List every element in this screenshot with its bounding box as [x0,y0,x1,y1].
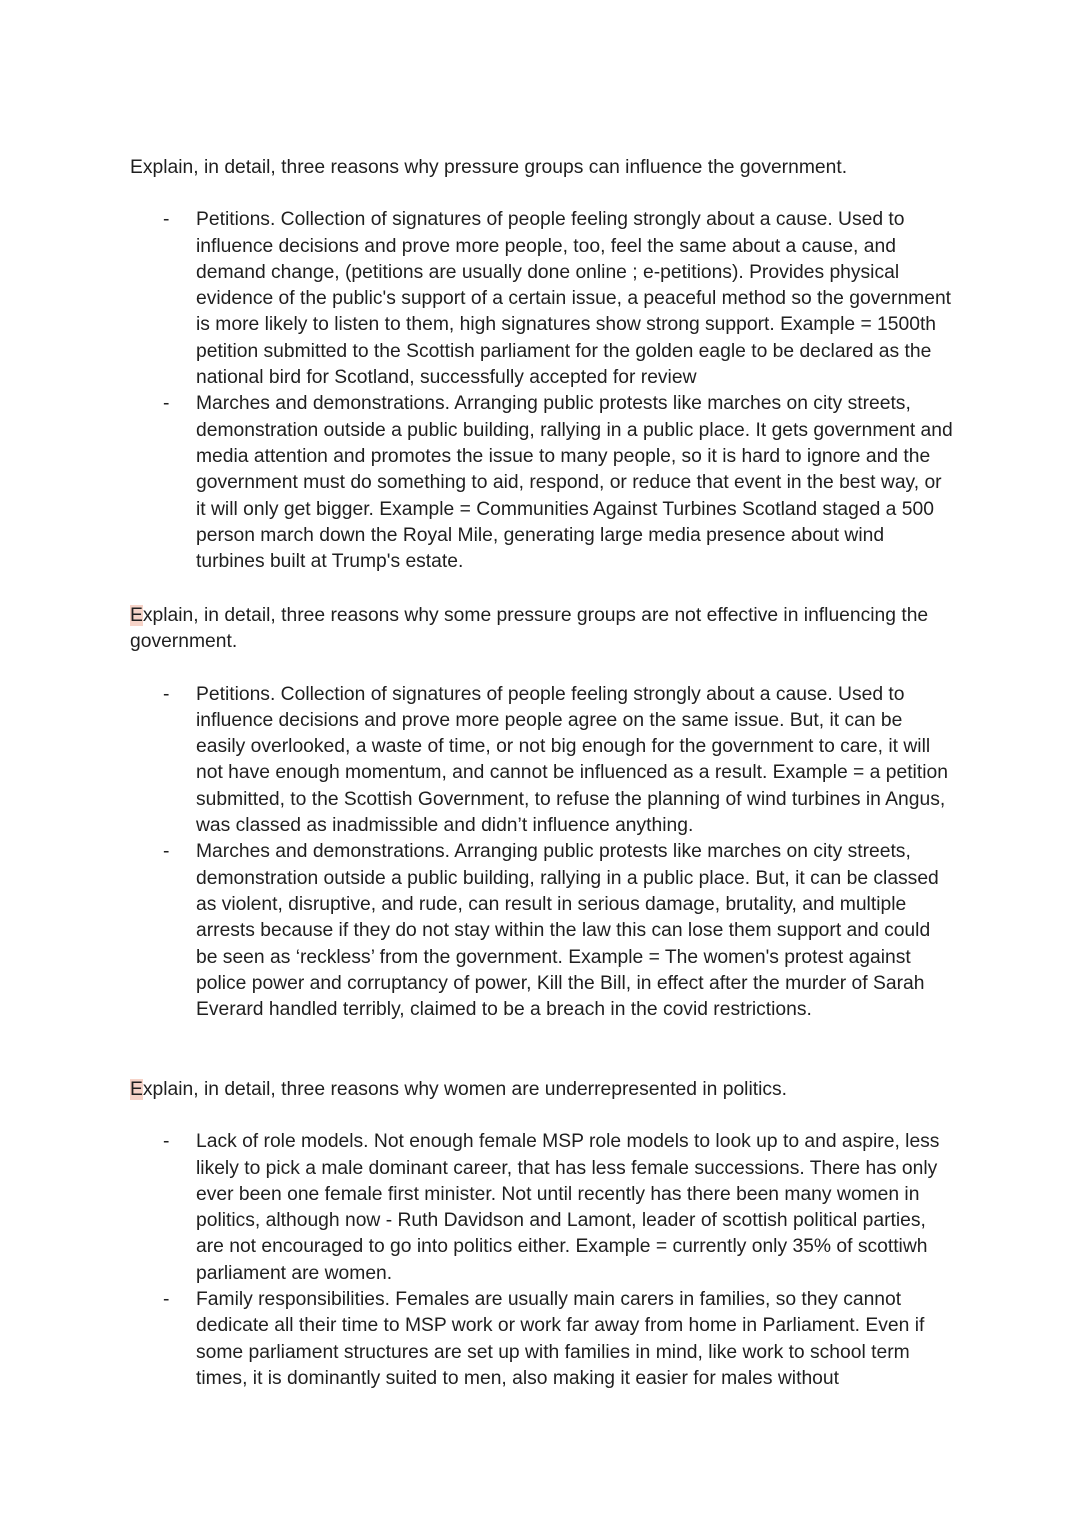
answer-list [130,682,950,1024]
bullet-dash: - [163,1131,170,1153]
answer-list [130,207,953,575]
section-pressure-groups-not-effective [130,603,950,1023]
bullet-dash: - [163,683,170,705]
section-pressure-groups-influence [130,155,953,575]
bullet-dash: - [163,209,170,231]
bullet-dash: - [163,393,170,415]
answer-text: Petitions. Collection of signatures of people feeling strongly about a cause. Used to influence decisions and prove more people agree on the same issue. But, it can be easily overlooked, a waste of time, or not big enough for the government to care, it will not have enough momentum, and cannot be influenced as a result. Example = a petition submitted, to the Scottish Government, to refuse the planning of wind turbines in Angus, was classed as inadmissible and didn’t influence anything. [196,683,948,837]
list-item [130,682,956,840]
list-item [130,391,956,575]
question-text: xplain, in detail, three reasons why pressure groups can influence the government. [142,157,848,178]
answer-text: Petitions. Collection of signatures of people feeling strongly about a cause. Used to influence decisions and prove more people, too, feel the same about a cause, and demand change, (petitions are usually done online ; e-petitions). Provides physical evidence of the public's support of a certain issue, a peaceful method so the government is more likely to listen to them, high signatures show strong support. Example = 1500th petition submitted to the Scottish parliament for the golden eagle to be declared as the national bird for Scotland, successfully accepted for review [196,209,952,389]
question-heading [130,603,950,656]
question-first-letter: E [130,605,143,626]
list-item [130,1287,956,1392]
list-item [130,1129,956,1287]
list-item [130,207,956,391]
question-heading [130,1077,950,1103]
question-text: xplain, in detail, three reasons why some pressure groups are not effective in influencing the government. [130,605,929,653]
bullet-dash: - [163,841,170,863]
answer-text: Marches and demonstrations. Arranging public protests like marches on city streets, demonstration outside a public building, rallying in a public place. But, it can be classed as violent, disruptive, and rude, can result in serious damage, brutality, and multiple arrests because if they do not stay within the law this can lose them support and could be seen as ‘reckless’ from the government. Example = The women's protest against police power and corruptancy of power, Kill the Bill, in effect after the murder of Sarah Everard handled terribly, claimed to be a breach in the covid restrictions. [196,841,939,1021]
answer-text: Marches and demonstrations. Arranging public protests like marches on city streets, demonstration outside a public building, rallying in a public place. It gets government and media attention and promotes the issue to many people, so it is hard to ignore and the government must do something to aid, respond, or reduce that event in the best way, or it will only get bigger. Example = Communities Against Turbines Scotland staged a 500 person march down the Royal Mile, generating large media presence about wind turbines built at Trump's estate. [196,393,953,573]
answer-list [130,1129,950,1392]
answer-text: Lack of role models. Not enough female MSP role models to look up to and aspire, less likely to pick a male dominant career, that has less female successions. There has only ever been one female first minister. Not until recently has there been many women in politics, although now - Ruth Davidson and Lamont, leader of scottish political parties, are not encouraged to go into politics either. Example = currently only 35% of scottiwh parliament are women. [196,1131,940,1284]
answer-text: Family responsibilities. Females are usually main carers in families, so they cannot dedicate all their time to MSP work or work far away from home in Parliament. Even if some parliament structures are set up with families in mind, like work to school term times, it is dominantly suited to men, also making it easier for males without [196,1289,925,1389]
question-first-letter: E [130,157,143,178]
section-women-underrepresented [130,1077,950,1392]
question-first-letter: E [130,1079,143,1100]
bullet-dash: - [163,1289,170,1311]
question-text: xplain, in detail, three reasons why women are underrepresented in politics. [142,1079,788,1100]
question-heading [130,155,950,181]
list-item [130,839,956,1023]
